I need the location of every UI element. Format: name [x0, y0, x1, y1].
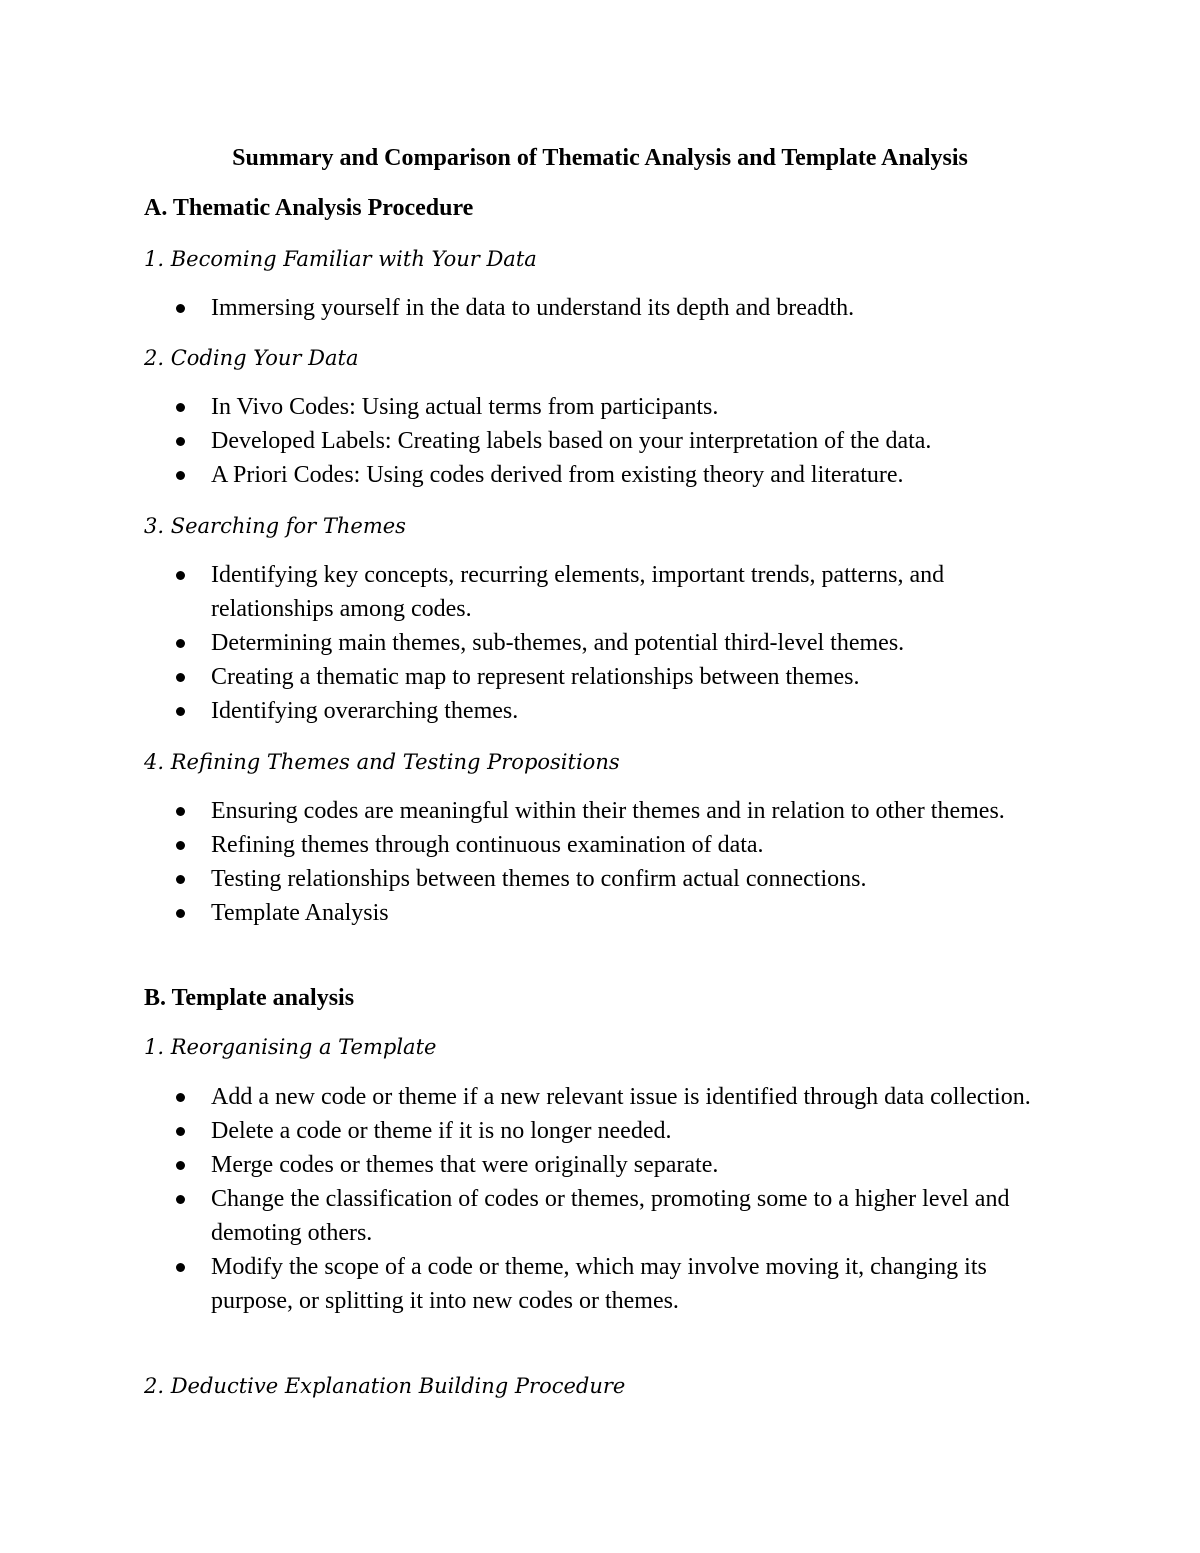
bullet-icon	[176, 707, 185, 716]
list-item	[144, 1250, 1056, 1318]
list-item	[144, 896, 1056, 930]
bullet-icon	[176, 1161, 185, 1170]
list-item-text: Change the classification of codes or themes, promoting some to a higher level and demoting others.	[211, 1186, 1010, 1246]
list-item	[144, 1182, 1056, 1250]
list-item-text: Identifying key concepts, recurring elements, important trends, patterns, and relationships among codes.	[211, 562, 945, 622]
bullet-icon	[176, 807, 185, 816]
bullet-icon	[176, 471, 185, 480]
list-item-text: Modify the scope of a code or theme, which may involve moving it, changing its purpose, or splitting it into new codes or themes.	[211, 1254, 987, 1314]
bullet-icon	[176, 1127, 185, 1136]
bullet-icon	[176, 1093, 185, 1102]
section-a-step2-heading: 2. Coding Your Data	[144, 346, 359, 370]
list-item-text: Immersing yourself in the data to understand its depth and breadth.	[211, 295, 855, 321]
section-a-step4-list	[144, 794, 1056, 930]
bullet-icon	[176, 304, 185, 313]
list-item	[144, 660, 1056, 694]
list-item-text: Testing relationships between themes to confirm actual connections.	[211, 866, 867, 892]
section-a-step2-list	[144, 390, 1056, 492]
section-b-step2-heading: 2. Deductive Explanation Building Procedure	[144, 1374, 626, 1398]
list-item-text: Template Analysis	[211, 900, 389, 926]
list-item-text: Creating a thematic map to represent relationships between themes.	[211, 664, 860, 690]
list-item	[144, 1114, 1056, 1148]
section-a-step3-list	[144, 558, 1056, 728]
list-item	[144, 458, 1056, 492]
list-item-text: Developed Labels: Creating labels based on your interpretation of the data.	[211, 428, 932, 454]
bullet-icon	[176, 639, 185, 648]
list-item	[144, 1148, 1056, 1182]
list-item	[144, 558, 1056, 626]
list-item	[144, 794, 1056, 828]
list-item	[144, 291, 1056, 325]
list-item	[144, 626, 1056, 660]
list-item-text: In Vivo Codes: Using actual terms from participants.	[211, 394, 719, 420]
section-a-step3-heading: 3. Searching for Themes	[144, 514, 406, 538]
bullet-icon	[176, 571, 185, 580]
bullet-icon	[176, 1263, 185, 1272]
list-item-text: Refining themes through continuous examination of data.	[211, 832, 764, 858]
section-a-step4-heading: 4. Refining Themes and Testing Propositions	[144, 750, 620, 774]
bullet-icon	[176, 437, 185, 446]
list-item	[144, 424, 1056, 458]
list-item-text: Determining main themes, sub-themes, and potential third-level themes.	[211, 630, 905, 656]
section-b-step1-list	[144, 1080, 1056, 1318]
list-item-text: A Priori Codes: Using codes derived from existing theory and literature.	[211, 462, 904, 488]
list-item	[144, 694, 1056, 728]
list-item-text: Add a new code or theme if a new relevant issue is identified through data collection.	[211, 1084, 1031, 1110]
list-item-text: Delete a code or theme if it is no longer needed.	[211, 1118, 672, 1144]
bullet-icon	[176, 403, 185, 412]
list-item	[144, 390, 1056, 424]
section-a-step1-heading: 1. Becoming Familiar with Your Data	[144, 247, 537, 271]
list-item-text: Identifying overarching themes.	[211, 698, 519, 724]
list-item	[144, 828, 1056, 862]
bullet-icon	[176, 909, 185, 918]
list-item-text: Merge codes or themes that were originally separate.	[211, 1152, 719, 1178]
section-a-step1-list	[144, 291, 1056, 325]
list-item-text: Ensuring codes are meaningful within their themes and in relation to other themes.	[211, 798, 1005, 824]
list-item	[144, 1080, 1056, 1114]
section-b-heading: B. Template analysis	[144, 985, 355, 1011]
list-item	[144, 862, 1056, 896]
document-title: Summary and Comparison of Thematic Analysis and Template Analysis	[232, 145, 968, 171]
bullet-icon	[176, 1195, 185, 1204]
section-a-heading: A. Thematic Analysis Procedure	[144, 195, 474, 221]
section-b-step1-heading: 1. Reorganising a Template	[144, 1035, 437, 1059]
bullet-icon	[176, 673, 185, 682]
bullet-icon	[176, 875, 185, 884]
bullet-icon	[176, 841, 185, 850]
